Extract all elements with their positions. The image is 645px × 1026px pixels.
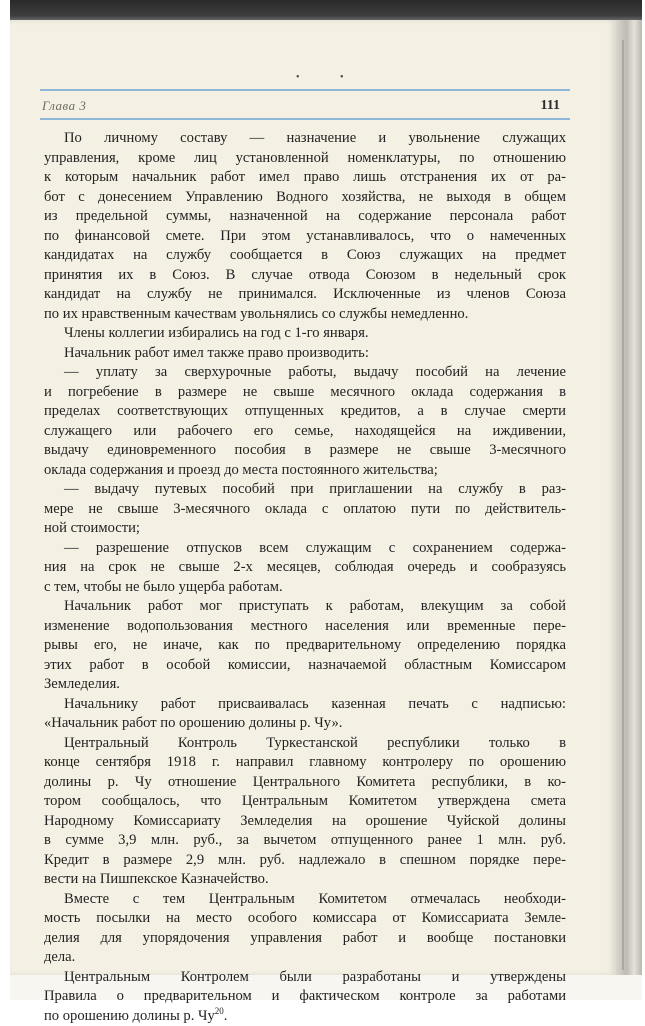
text-line: Члены коллегии избирались на год с 1-го января. bbox=[44, 324, 566, 344]
text-line: оклада содержания и проезд до места постоянного жительства; bbox=[44, 461, 566, 481]
text-line: изменение водопользования местного населения или временные пере- bbox=[44, 617, 566, 637]
text-line: кандидатах на службу сообщается в Союз служащих на предмет bbox=[44, 246, 566, 266]
text-line: пределах соответствующих отпущенных кредитов, а в случае смерти bbox=[44, 402, 566, 422]
paragraph bbox=[44, 363, 566, 480]
paragraph bbox=[44, 129, 566, 324]
text-line: Начальник работ мог приступать к работам, влекущим за собой bbox=[44, 597, 566, 617]
text-line: Начальник работ имел также право производить: bbox=[44, 344, 566, 364]
text-line: ния на срок не свыше 2-х месяцев, соблюдая очередь и сообразуясь bbox=[44, 558, 566, 578]
text-line: долины р. Чу отношение Центрального Комитета республики, в ко- bbox=[44, 773, 566, 793]
spine-edge-line bbox=[622, 40, 624, 970]
text-line: Народному Комиссариату Земледелия на орошение Чуйской долины bbox=[44, 812, 566, 832]
text-line: по орошению долины р. $Чу^{20}$. bbox=[44, 1007, 566, 1026]
chapter-label: Глава 3 bbox=[42, 98, 86, 114]
text-line: управления, кроме лиц установленной номенклатуры, по отношению bbox=[44, 149, 566, 169]
text-line: кандидат на службу не принимался. Исключенные из членов Союза bbox=[44, 285, 566, 305]
text-line: в сумме 3,9 млн. руб., за вычетом отпущенного ранее 1 млн. руб. bbox=[44, 831, 566, 851]
text-line: Правила о предварительном и фактическом контроле за работами bbox=[44, 987, 566, 1007]
text-line: к которым начальник работ имел право лишь отстранения их от ра- bbox=[44, 168, 566, 188]
text-line: дела. bbox=[44, 948, 566, 968]
text-line: выдачу единовременного пособия в размере не свыше 3-месячного bbox=[44, 441, 566, 461]
text-line: — уплату за сверхурочные работы, выдачу пособий на лечение bbox=[44, 363, 566, 383]
text-line: и погребение в размере не свыше месячного оклада содержания в bbox=[44, 383, 566, 403]
text-line: служащего или рабочего его семье, находящейся на иждивении, bbox=[44, 422, 566, 442]
paragraph bbox=[44, 344, 566, 364]
text-line: по их нравственным качествам увольнялись со службы немедленно. bbox=[44, 305, 566, 325]
text-line: Центральный Контроль Туркестанской республики только в bbox=[44, 734, 566, 754]
text-line: бот с донесением Управлению Водного хозяйства, не выходя в общем bbox=[44, 188, 566, 208]
paragraph bbox=[44, 734, 566, 890]
book-spine bbox=[616, 20, 642, 975]
text-line: по финансовой смете. При этом устанавливалось, что о намеченных bbox=[44, 227, 566, 247]
text-line: Кредит в размере 2,9 млн. руб. надлежало в спешном порядке пере- bbox=[44, 851, 566, 871]
body-text bbox=[44, 129, 566, 1026]
header-rule-top bbox=[40, 89, 570, 91]
text-line: Центральным Контролем были разработаны и утверждены bbox=[44, 968, 566, 988]
paragraph bbox=[44, 480, 566, 539]
text-line: Вместе с тем Центральным Комитетом отмечалась необходи- bbox=[44, 890, 566, 910]
text-line: ной стоимости; bbox=[44, 519, 566, 539]
text-line: рывы его, не иначе, как по предварительному определению порядка bbox=[44, 636, 566, 656]
text-line: делия для упорядочения управления работ и вообще постановки bbox=[44, 929, 566, 949]
text-line: конце сентября 1918 г. направил главному контролеру по орошению bbox=[44, 753, 566, 773]
paragraph bbox=[44, 597, 566, 695]
text-line: принятия их в Союз. В случае отвода Союзом в недельный срок bbox=[44, 266, 566, 286]
text-line: Начальнику работ присваивалась казенная печать с надписью: bbox=[44, 695, 566, 715]
text-line: из предельной суммы, назначенной на содержание персонала работ bbox=[44, 207, 566, 227]
text-line: с тем, чтобы не было ущерба работам. bbox=[44, 578, 566, 598]
text-line: этих работ в особой комиссии, назначаемой областным Комиссаром bbox=[44, 656, 566, 676]
text-line: По личному составу — назначение и увольнение служащих bbox=[44, 129, 566, 149]
ink-speck: • bbox=[340, 72, 344, 83]
paragraph bbox=[44, 695, 566, 734]
text-line: мере не свыше 3-месячного оклада с оплатою пути по действитель- bbox=[44, 500, 566, 520]
text-line: тором сообщалось, что Центральным Комитетом утверждена смета bbox=[44, 792, 566, 812]
text-line: — выдачу путевых пособий при приглашении на службу в раз- bbox=[44, 480, 566, 500]
running-head bbox=[40, 97, 570, 119]
text-line: — разрешение отпусков всем служащим с сохранением содержа- bbox=[44, 539, 566, 559]
paragraph bbox=[44, 890, 566, 968]
text-line: «Начальник работ по орошению долины р. Чу». bbox=[44, 714, 566, 734]
text-line: вести на Пишпекское Казначейство. bbox=[44, 870, 566, 890]
paragraph bbox=[44, 324, 566, 344]
ink-speck: • bbox=[296, 72, 300, 83]
paragraph bbox=[44, 539, 566, 598]
footnote-ref[interactable]: 20 bbox=[215, 1006, 224, 1016]
page-number: 111 bbox=[541, 98, 560, 114]
text-line: Земледелия. bbox=[44, 675, 566, 695]
paragraph bbox=[44, 968, 566, 1026]
text-line: мость посылки на место особого комиссара от Комиссариата Земле- bbox=[44, 909, 566, 929]
header-rule-bottom bbox=[40, 118, 570, 120]
